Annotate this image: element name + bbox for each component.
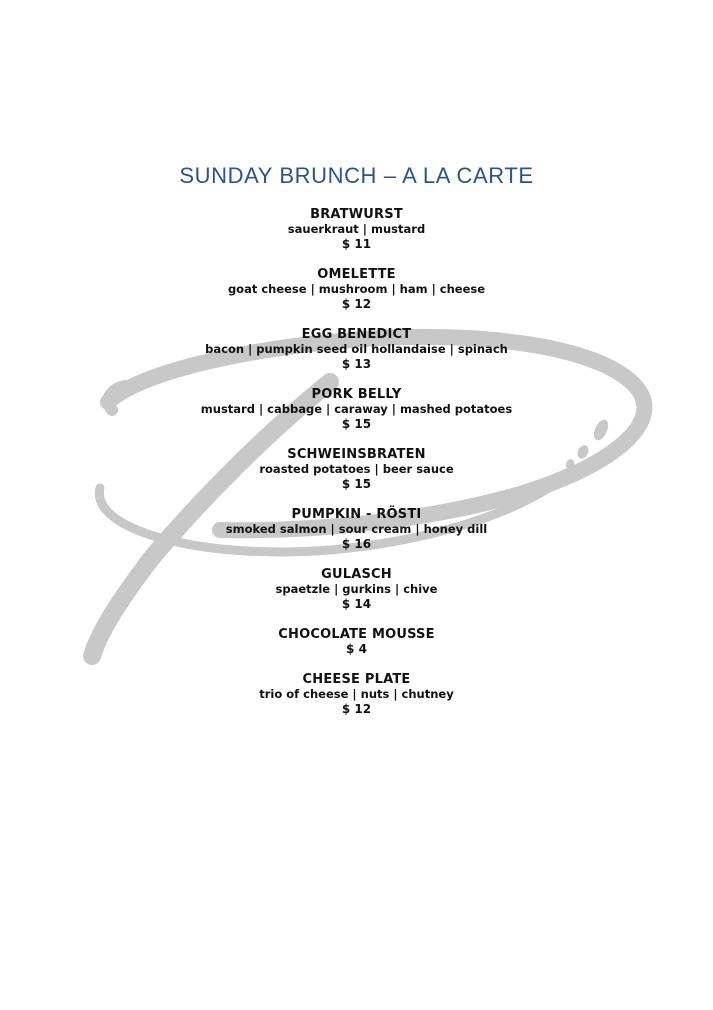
item-description: sauerkraut | mustard — [287, 222, 426, 236]
item-name: OMELETTE — [317, 267, 396, 282]
menu-item-pumpkin-rosti — [0, 507, 713, 552]
item-name: SCHWEINSBRATEN — [287, 447, 426, 462]
item-price: $ 15 — [341, 477, 372, 491]
menu-title: SUNDAY BRUNCH – A LA CARTE — [179, 163, 534, 188]
item-name: CHOCOLATE MOUSSE — [278, 627, 435, 642]
menu-item-chocolate-mousse — [0, 627, 713, 657]
item-price: $ 16 — [341, 537, 372, 551]
menu-item-omelette — [0, 267, 713, 312]
brunch-menu — [0, 163, 713, 732]
item-price: $ 13 — [341, 357, 372, 371]
item-price: $ 11 — [341, 237, 372, 251]
item-description: spaetzle | gurkins | chive — [275, 582, 438, 596]
menu-item-bratwurst — [0, 207, 713, 252]
item-description: smoked salmon | sour cream | honey dill — [225, 522, 488, 536]
menu-item-cheese-plate — [0, 672, 713, 717]
item-price: $ 15 — [341, 417, 372, 431]
item-name: PUMPKIN - RÖSTI — [291, 507, 422, 522]
menu-item-pork-belly — [0, 387, 713, 432]
item-description: roasted potatoes | beer sauce — [259, 462, 454, 476]
item-description: mustard | cabbage | caraway | mashed potatoes — [200, 402, 513, 416]
menu-item-gulasch — [0, 567, 713, 612]
item-description: goat cheese | mushroom | ham | cheese — [227, 282, 486, 296]
item-name: PORK BELLY — [311, 387, 402, 402]
item-name: CHEESE PLATE — [302, 672, 411, 687]
item-name: BRATWURST — [310, 207, 403, 222]
menu-item-schweinsbraten — [0, 447, 713, 492]
item-name: GULASCH — [321, 567, 392, 582]
item-price: $ 4 — [346, 642, 367, 656]
item-price: $ 12 — [341, 297, 372, 311]
item-price: $ 14 — [341, 597, 372, 611]
item-price: $ 12 — [341, 702, 372, 716]
item-description: bacon | pumpkin seed oil hollandaise | spinach — [205, 342, 508, 356]
menu-item-egg-benedict — [0, 327, 713, 372]
item-name: EGG BENEDICT — [301, 327, 412, 342]
item-description: trio of cheese | nuts | chutney — [259, 687, 454, 701]
